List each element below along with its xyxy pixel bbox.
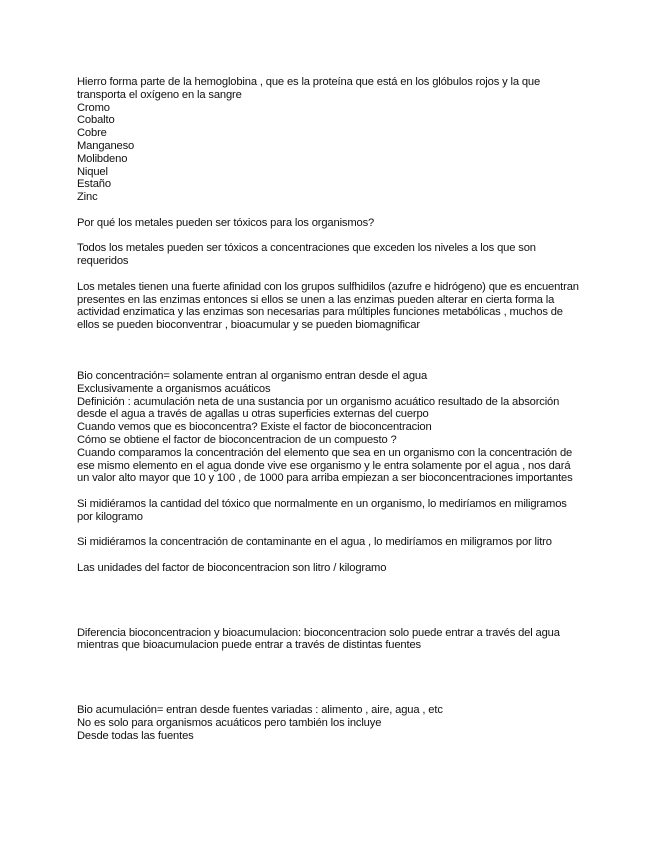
bcf-units: Las unidades del factor de bioconcentracion son litro / kilogramo: [77, 561, 387, 574]
metal-list-item: Manganeso: [77, 139, 135, 152]
bioconcentration-definition: Bio concentración= solamente entran al organismo entran desde el agua: [77, 369, 428, 382]
metal-list-item: Niquel: [77, 165, 108, 178]
document-page: [77, 76, 585, 743]
hierro-paragraph: Hierro forma parte de la hemoglobina , que es la proteína que está en los glóbulos rojos y la que transporta el oxígeno en la sangre: [77, 76, 541, 101]
sulfhydryl-paragraph: Los metales tienen una fuerte afinidad con los grupos sulfhidilos (azufre e hidrógeno) que es encuentran presentes en las enzimas entonces si ellos se unen a las enzimas pueden alterar en cierta forma la actividad enzimatica y las enzimas son necesarias para múltiples funciones metabólicas , muchos de ellos se pueden bioconventrar , bioacumular y se pueden biomagnificar: [77, 280, 579, 332]
bioaccumulation-all-sources: Desde todas las fuentes: [77, 729, 194, 742]
answer-all-toxic: Todos los metales pueden ser tóxicos a concentraciones que exceden los niveles a los que son requeridos: [77, 242, 536, 268]
metal-list-item: Cobre: [77, 127, 107, 140]
question-toxic: Por qué los metales pueden ser tóxicos para los organismos?: [77, 216, 375, 229]
metal-list-item: Cobalto: [77, 114, 115, 127]
toxic-measure-organism: Si midiéramos la cantidad del tóxico que normalmente en un organismo, lo mediríamos en miligramos por kilogramo: [77, 497, 567, 523]
difference-paragraph: Diferencia bioconcentracion y bioacumulacion: bioconcentracion solo puede entrar a través del agua mientras que bioacumulacion puede entrar a través de distintas fuentes: [77, 626, 560, 652]
bioconcentration-when: Cuando vemos que es bioconcentra? Existe el factor de bioconcentracion: [77, 421, 432, 434]
bioconcentration-formal-definition: Definición : acumulación neta de una sustancia por un organismo acuático resultado de la absorción desde el agua a través de agallas u otras superficies externas del cuerpo: [77, 395, 560, 421]
metal-list-item: Molibdeno: [77, 152, 128, 165]
metal-list-item: Estaño: [77, 178, 111, 191]
bioaccumulation-definition: Bio acumulación= entran desde fuentes variadas : alimento , aire, agua , etc: [77, 704, 443, 717]
toxic-measure-water: Si midiéramos la concentración de contaminante en el agua , lo mediríamos en miligramos por litro: [77, 536, 552, 549]
metal-list-item: Cromo: [77, 101, 110, 114]
bioaccumulation-not-only-aquatic: No es solo para organismos acuáticos pero también los incluye: [77, 717, 382, 730]
bioconcentration-exclusive: Exclusivamente a organismos acuáticos: [77, 382, 271, 395]
bioconcentration-compare: Cuando comparamos la concentración del elemento que sea en un organismo con la concentración de ese mismo elemento en el agua donde vive ese organismo y le entra solamente por el agua , nos dará un valor alto mayor que 10 y 100 , de 1000 para arriba empiezan a ser bioconcentraciones importantes: [77, 446, 573, 485]
bioconcentration-how: Cómo se obtiene el factor de bioconcentracion de un compuesto ?: [77, 433, 397, 446]
metal-list-item: Zinc: [77, 191, 98, 204]
